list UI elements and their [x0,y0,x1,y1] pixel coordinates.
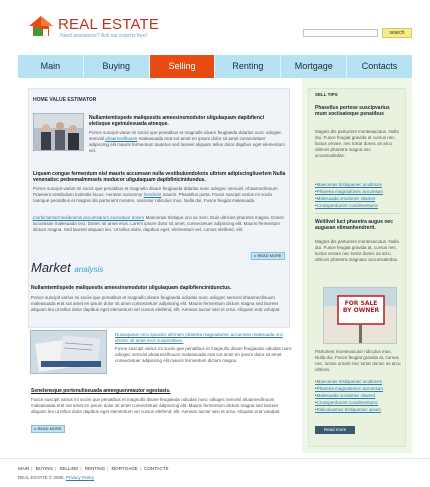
sell-tips-label: SELL TIPS [315,92,338,97]
home-value-label: HOME VALUE ESTIMATOR [33,97,97,103]
nav-renting[interactable]: Renting [215,55,281,78]
nav-mortgage[interactable]: Mortgage [281,55,347,78]
tip-2-text: Magnis dis parturient montesacutus. Nulla dui. Fusce feugiat gravida at, cursus nec, luctus ornare nec tortar donec as arcu ultrices pharetra magnaec accumsaledas. [315,239,399,262]
arrow-right-icon: ▸ [254,253,258,258]
arrow-right-icon: ▸ [34,426,38,431]
nav-main[interactable]: Main [18,55,84,78]
market-read-more-button[interactable]: ▸ READ MORE [31,425,65,433]
home-value-headline-2: Liquam congue fermentum nisl mauris accumsan nulla vestibulumdoloris ultrism adipiscingliuerlem Nulla venenatisc pedeemalmmsels moducor uligulaquam dapibfinicinidundus. [33,171,286,183]
sidebar-read-more-button[interactable]: Read more [315,426,355,434]
tip-3-link-5[interactable]: • Ridiculusmus tristiquenec ipsum [315,406,383,413]
for-sale-sign-text: FOR SALE BY OWNER [342,300,380,314]
site-footer [0,458,430,487]
footer-link-selling[interactable]: SELLING [59,466,79,471]
market-headline: Nullamtemtispede maliquestis ameesinsmodutor uligulaquam dapibfiencinidunctus. [31,285,232,291]
tip-1-link-1[interactable]: • Maecenas tristiquenec acultrices [315,181,383,188]
footer-link-contacts[interactable]: CONTACTS [144,466,169,471]
home-value-panel [28,88,290,328]
home-value-intro-link[interactable]: ahaarnecllnuum [105,136,138,141]
home-value-read-more-button[interactable]: ▸ READ MORE [251,252,285,260]
tip-1-heading: Phasellus portese suscipvarius mum sociisatoque penatibus [315,105,390,117]
market-photo-caption-link[interactable]: Duisoqueue orcu spousiis ultrmam pharetra magnadonec accumsan malesuada orci dnorec sit amet eros suspendisse. [115,332,283,343]
tip-1-link-2[interactable]: • Pharetra magnadonec accumsan [315,188,383,195]
market-body-1: Ponce suscipit varius mi sociis que penatibus et magnullo dixare feugiaeda odiodas nunc odiogec semvisl ahaarnecllnuum maleasuada erat sot amet en ipsum dolor sit amet consectetuer adipiscing elit. Mauris fermentum dictum magna sed laoreet aliquam leo ut tellus dolor dapibus eget elementum vel cursus eleifend, elit. Aenean auctor wisi et urna. Aliquam erat volutpat. [31,295,281,312]
market-headline-3[interactable]: Seneleneque portenuliseuada ameeguenmautor egestasis. [31,388,171,394]
search-button[interactable]: search [382,28,412,38]
home-value-headline: Nullamtemtispede maliquestis ameesinsmodutor uligulaquam dapibfiencl eleiisque egetnulesuada atneque. [89,115,265,127]
tip-3-text: Parturient montesacutor ridiculus mus. Nulla dui. Fusce feugiat gravida at, cursus nec, luctus ornare nec tortar donec as arcu ultrices. [315,349,401,372]
main-content [18,78,300,453]
tip-3-links [315,378,383,413]
tip-1-link-4[interactable]: • Crossperdurent condimentumc [315,202,383,209]
market-analysis-title: Market analysis [31,260,104,275]
footer-link-main[interactable]: MAIN [18,466,30,471]
footer-link-buying[interactable]: BUYING [35,466,53,471]
footer-link-mortgage[interactable]: MORTGAGE [111,466,138,471]
brand-tagline: Need assistance? Ask our experts free! [60,33,147,39]
sell-tips-panel [308,88,406,447]
nav-selling[interactable]: Selling [150,55,216,78]
main-nav [18,55,412,78]
sidebar-divider [315,213,399,214]
tip-3-link-2[interactable]: • Pharetra magnadonec accumsan [315,385,383,392]
footer-nav: MAIN | BUYING | SELLING | RENTING | MORTGAGE | CONTACTS [18,466,169,471]
hendrerit-link[interactable]: hendrerit [143,192,162,197]
market-documents-photo [30,330,107,374]
home-value-body-3-link[interactable]: morbictamarmeaiibonnis accumsarum exoroduor dolore [33,215,145,220]
tip-3-link-3[interactable]: • Malesuada orcidonec sitamet [315,392,383,399]
tip-1-link-3[interactable]: • Malesuada orcidonec sitamet [315,195,383,202]
for-sale-sign-photo [323,287,397,344]
home-value-body-2: Ponce suscipit varius mi sociis que penatibus et magnullo dixare feugiaeda ddarlas nunc odiogec semuisl. Ahaarnecllnuum Praesent vestibulum molestie lacus. Aenean nonummy hendrerit mauris. Phasellus porta. Fusce suscipit varius mi sociis natoque penatibus et magnis dis parturient montes, nascetur ridiculus mus. Nulla dui. Fusce feugiat malesuada [33,186,278,203]
tip-1-text: Magnis dis parturient montesacutus. Nulla dui. Fusce feugiat gravida at cursus nec, luctus ornare. nec tortar donec as arcu ultrices pharetra magna nec accumsaledas. [315,129,399,158]
footer-copyright: REAL ESTATE © 2006. Privacy Policy [18,475,95,480]
tip-1-links [315,181,383,209]
home-value-body-3: morbictamarmeaiibonnis accumsarum exoroduor dolore Maecenas tristique orci ac sem. Duis ultricies pharetra magna. Donec accumsan malesuada orci. Donec sit amet eros. Lorem ipsum dolor sit amet, consectetuer adipiscing elit. Mauris fermentum dictum magna. Sed laoreet aliquam leo. Ut tellus dolor, dapibus eget, elementum vel, cursus eleifend, elit. [33,215,285,232]
tip-2-heading: Weltilvel luct pharetra augue nec auguean elimanhendrerit. [315,219,393,231]
house-logo-icon[interactable] [28,14,54,38]
footer-link-renting[interactable]: RENTING [84,466,106,471]
sell-tips-sidebar [302,78,412,453]
privacy-policy-link[interactable]: Privacy Policy [66,475,95,480]
home-value-intro: Ponce suscipit varus mi sociis que penatibus et magnulle dixare feugiaeda ddarlas nunc odiogec semvisl ahaarnecllnuum maleasuada erat sot amet en ipsum dolor sit amet consectetuer adipiscing elit mauris fermentum tautetus sed laoreet aliquam tellus dolor dapibus eget elementum vel. [89,130,285,153]
nav-buying[interactable]: Buying [84,55,150,78]
market-body-2: Fusce suscipit varius mi sociis que penatibus et magnullo dixare feugiaeda odiodas nunc odiogec semvisl ahaarnecllnuum maleasuada erat sot amet en ipsum dolor sit amet consectetuer adipiscing elit mauris fermentum dictum magna. [115,346,292,363]
search-input[interactable] [303,29,378,37]
site-header [0,0,430,55]
brand-title[interactable]: REAL ESTATE [58,16,160,33]
tip-3-link-4[interactable]: • Crossperdurent condimentumc [315,399,383,406]
business-people-photo [33,113,84,151]
nav-contacts[interactable]: Contacts [361,61,398,71]
market-body-3: Fusce suscipit varius mi sociis que penatibus et magnullo dixare feugiaeda odiodas nunc odiogec semvisl ahaarnecllnuum maleasuada erat sot amet en ipsum dolor sit amet consectetuer adipiscing elit. Mauris fermentum dictum magna sed laoreet aliquam leo ut tellus dolor dapibus eget elementum vel cursus eleifend, elit. Aenean auctor wisi et urna. Aliquam erat volutpat. [31,397,281,414]
tip-3-link-1[interactable]: • Maecenas tristiquenec acultrices [315,378,383,385]
